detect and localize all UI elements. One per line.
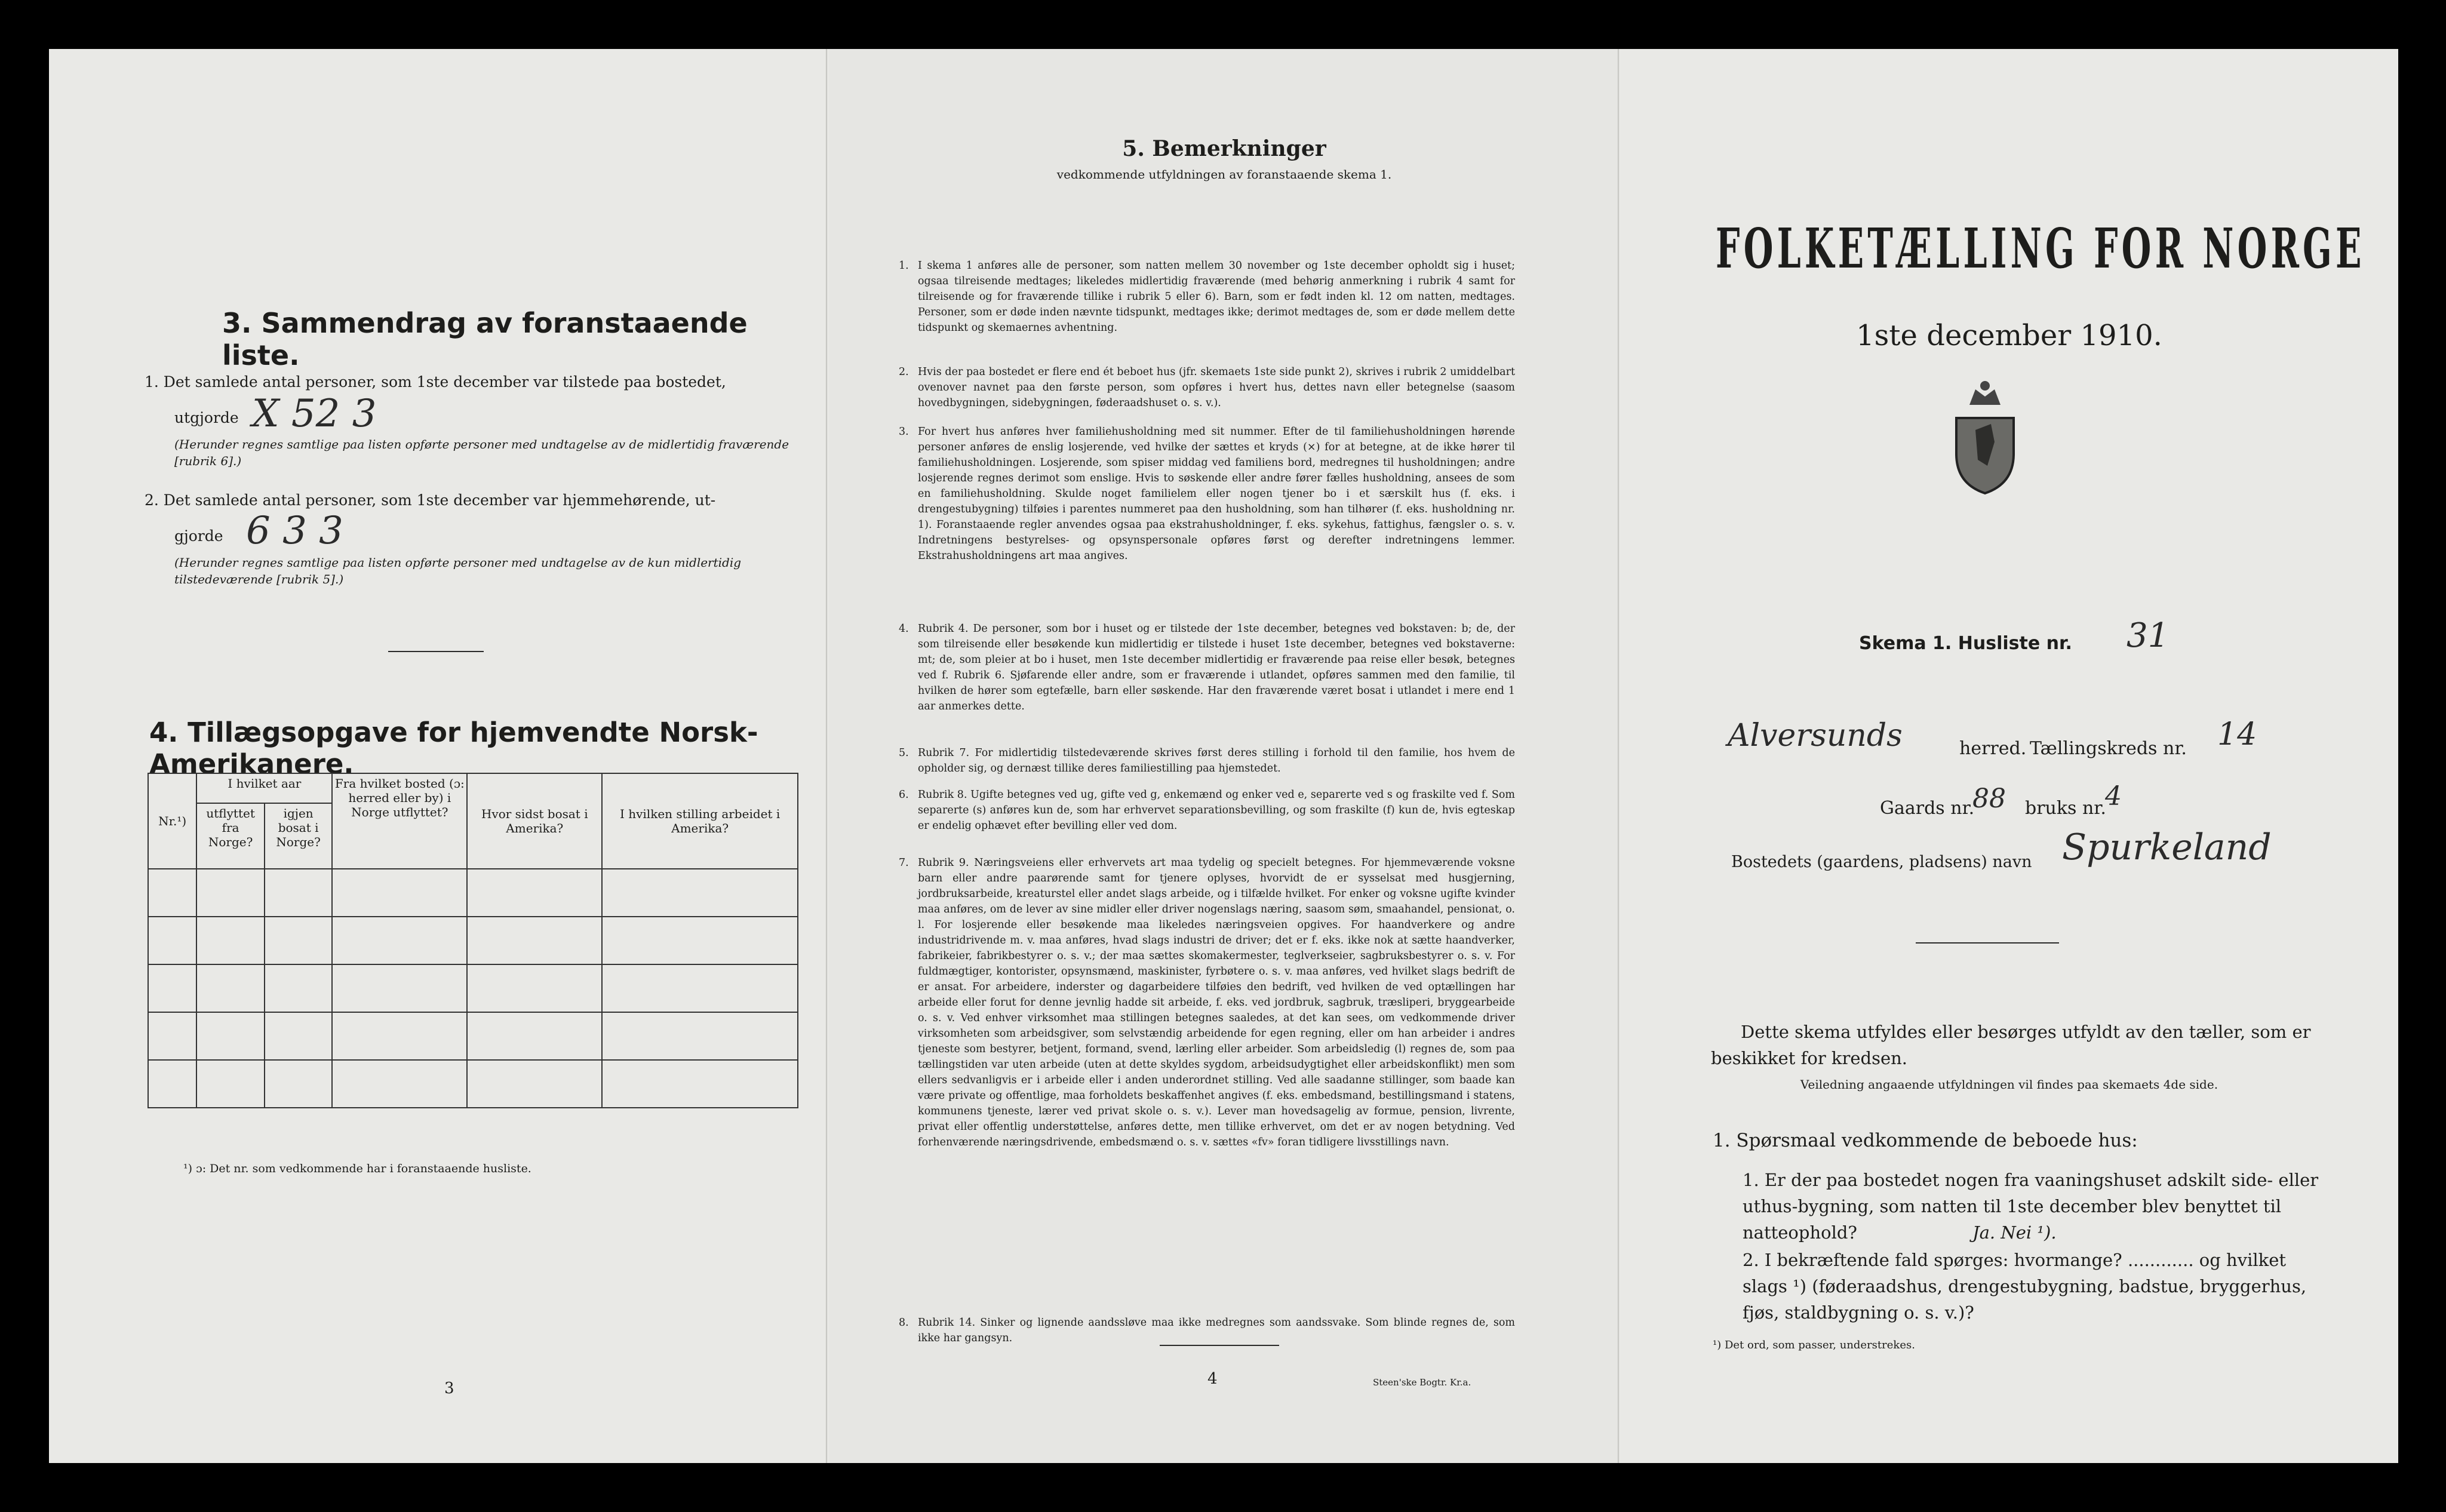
remark-number: 6.	[899, 789, 909, 801]
item2-gjorde: gjorde	[174, 527, 223, 545]
bosted-name: Spurkeland	[2062, 826, 2272, 868]
remark-number: 1.	[899, 260, 909, 272]
remark-item	[899, 258, 1515, 336]
col-group-year: I hvilket aar	[196, 773, 332, 803]
remark-item	[899, 364, 1515, 411]
gaards-label: Gaards nr.	[1880, 798, 1975, 819]
page-number: 3	[444, 1379, 454, 1397]
item2-note: (Herunder regnes samtlige paa listen opførte personer med undtagelse av de kun midlertidig tilstedeværende [rubrik 5].)	[174, 555, 742, 586]
ornament-divider	[1916, 942, 2059, 944]
item2-value: 6 3 3	[246, 509, 343, 553]
kreds-label: Tællingskreds nr.	[2030, 738, 2187, 759]
question-2: 2. I bekræftende fald spørges: hvormange? ............ og hvilket slags ¹) (føderaadshus, drengestubygning, badstue, bryggerhus, fjøs, staldbygning o. s. v.)?	[1743, 1250, 2307, 1323]
remark-number: 3.	[899, 426, 909, 438]
herred-label: herred.	[1959, 738, 2027, 759]
gaards-nr: 88	[1972, 783, 2006, 814]
remark-number: 7.	[899, 857, 909, 869]
remark-text: I skema 1 anføres alle de personer, som natten mellem 30 november og 1ste december opholdt sig i huset; ogsaa tilreisende medtages; likeledes midlertidig fraværende (med behørig anmerkning i rubrik 4 samt for tilreisende og for fraværende tillike i rubrik 5 eller 6). Barn, som er født inden kl. 12 om natten, medtages. Personer, som er døde inden nævnte tidspunkt, medtages ikke; derimot medtages de, som er døde mellem dette tidspunkt og skemaernes avhentning.	[918, 260, 1515, 334]
page-right	[1620, 49, 2398, 1463]
remark-text: Rubrik 14. Sinker og lignende aandssløve maa ikke medregnes som aandssvake. Som blinde regnes de, som ikke har gangsyn.	[918, 1317, 1515, 1344]
table-row	[148, 964, 798, 1012]
table-row	[148, 917, 798, 964]
census-title: FOLKETÆLLING FOR NORGE	[1716, 216, 2365, 281]
kreds-nr: 14	[2217, 717, 2257, 752]
questions-heading: 1. Spørsmaal vedkommende de beboede hus:	[1713, 1130, 2138, 1151]
item2-text: 2. Det samlede antal personer, som 1ste december var hjemmehørende, ut-	[145, 491, 716, 509]
remark-item	[899, 424, 1515, 564]
herred-name: Alversunds	[1728, 718, 1903, 754]
husliste-nr: 31	[2127, 616, 2170, 655]
remark-text: Rubrik 9. Næringsveiens eller erhvervets art maa tydelig og specielt betegnes. For hjemmeværende voksne barn eller andre paarørende samt for tjenere oplyses, hvorvidt de er sysselsat med husgjerning, jordbruksarbeide, kreaturstel eller andet slags arbeide, og i tilfælde hvilket. For enker og voksne ugifte kvinder maa anføres, om de lever av sine midler eller driver nogenslags næring, saasom søm, smaahandel, pensionat, o. l. For losjerende eller besøkende maa likeledes næringsveien opgives. For haandverkere og andre industridrivende m. v. maa anføres, hvad slags industri de driver; det er f. eks. ikke nok at sætte haandverker, fabrikeier, fabrikbestyrer o. s. v.; der maa sættes skomakermester, teglverkseier, sagbruksbestyrer o. s. v. For fuldmægtiger, kontorister, opsynsmænd, maskinister, fyrbøtere o. s. v. maa anføres, ved hvilket slags bedrift de er ansat. For arbeidere, inderster og dagarbeidere tilføies den bedrift, ved hvilken de ved optællingen har arbeide eller forut for denne jevnlig hadde sit arbeide, f. eks. ved jordbruk, sagbruk, træsliperi, bryggearbeide o. s. v. Ved enhver virksomhet maa stillingen betegnes saaledes, at det kan sees, om vedkommende driver virksomheten som arbeidsgiver, som selvstændig arbeidende for egen regning, eller om han arbeider i andres tjeneste som bestyrer, betjent, formand, svend, lærling eller arbeider. Som arbeidsledig (l) regnes de, som paa tællingstiden var uten arbeide (uten at dette skyldes sygdom, arbeidsudygtighet eller arbeidskonflikt) men som ellers sedvanligvis er i arbeide eller i anden underordnet stilling. Ved alle saadanne stillinger, som baade kan være private og offentlige, maa forholdets beskaffenhet angives (f. eks. embedsmand, bestillingsmand i statens, kommunens tjeneste, lærer ved privat skole o. s. v.). Lever man hovedsagelig av formue, pension, livrente, privat eller offentlig understøttelse, anføres dette, men tillike erhvervet, om det er av nogen betydning. Ved forhenværende næringsdrivende, embedsmænd o. s. v. sættes «fv» foran tidligere livsstillings navn.	[918, 857, 1515, 1148]
col-amerika: Hvor sidst bosat i Amerika?	[467, 773, 602, 869]
remark-item	[899, 745, 1515, 776]
table-row	[148, 869, 798, 917]
census-date: 1ste december 1910.	[1856, 319, 2162, 352]
question-1-answer: Ja. Nei ¹).	[1972, 1222, 2057, 1243]
divider	[1160, 1345, 1279, 1346]
page-number: 4	[1207, 1370, 1218, 1388]
item1-value: X 52 3	[252, 392, 377, 436]
page-left	[49, 49, 828, 1463]
col-stilling: I hvilken stilling arbeidet i Amerika?	[602, 773, 798, 869]
remark-number: 8.	[899, 1317, 909, 1329]
section3-title: 3. Sammendrag av foranstaaende liste.	[222, 307, 748, 371]
footnote: ¹) Det ord, som passer, understrekes.	[1713, 1339, 1915, 1351]
norsk-amerikaner-table	[148, 773, 798, 1108]
remark-text: Hvis der paa bostedet er flere end ét beboet hus (jfr. skemaets 1ste side punkt 2), skrives i rubrik 2 umiddelbart ovenover navnet paa den første person, som opføres i hvert hus, dettes navn eller betegnelse (saasom hovedbygningen, sidebygningen, føderaadshuset o. s. v.).	[918, 366, 1515, 409]
item1-utgjorde: utgjorde	[174, 409, 239, 426]
bosted-label: Bostedets (gaardens, pladsens) navn	[1731, 853, 2032, 871]
item1-text: 1. Det samlede antal personer, som 1ste december var tilstede paa bostedet,	[145, 373, 726, 391]
bruks-nr: 4	[2105, 781, 2122, 812]
bruks-label: bruks nr.	[2025, 798, 2106, 819]
table-row	[148, 1012, 798, 1060]
page-middle	[828, 49, 1620, 1463]
guide-note: Veiledning angaaende utfyldningen vil findes paa skemaets 4de side.	[1800, 1077, 2218, 1092]
col-nr: Nr.¹)	[148, 773, 196, 869]
skema-label: Skema 1. Husliste nr.	[1859, 633, 2072, 654]
section4-title: 4. Tillægsopgave for hjemvendte Norsk-Amerikanere.	[149, 717, 758, 780]
printer-imprint: Steen'ske Bogtr. Kr.a.	[1373, 1377, 1471, 1388]
remark-number: 5.	[899, 747, 909, 759]
remark-text: Rubrik 4. De personer, som bor i huset og er tilstede der 1ste december, betegnes ved bokstaven: b; de, der som tilreisende eller besøkende kun midlertidig er tilstede i huset 1ste december, betegnes ved bokstaverne: mt; de, som pleier at bo i huset, men 1ste december midlertidig er fraværende paa reise eller besøk, betegnes ved f. Rubrik 6. Sjøfarende eller andre, som er fraværende i utlandet, opføres sammen med den familie, til hvilken de hører som egtefælle, barn eller søskende. Har den fraværende været bosat i utlandet i mere end 1 aar anmerkes dette.	[918, 623, 1515, 712]
col-bosat: igjen bosat i Norge?	[265, 803, 333, 869]
remark-text: Rubrik 7. For midlertidig tilstedeværende skrives først deres stilling i forhold til den familie, hos hvem de opholder sig, og dernæst tillike deres familiestilling paa hjemstedet.	[918, 747, 1515, 775]
instructions: Dette skema utfyldes eller besørges utfyldt av den tæller, som er beskikket for kredsen.	[1711, 1022, 2311, 1068]
remarks-title: 5. Bemerkninger	[1122, 136, 1326, 161]
divider	[388, 651, 484, 652]
question-1: 1. Er der paa bostedet nogen fra vaaningshuset adskilt side- eller uthus-bygning, som natten til 1ste december blev benyttet til natteophold?	[1743, 1170, 2319, 1243]
table-row	[148, 1060, 798, 1108]
remark-item	[899, 621, 1515, 714]
item1-note: (Herunder regnes samtlige paa listen opførte personer med undtagelse av de midlertidig fraværende [rubrik 6].)	[174, 437, 789, 468]
remark-text: For hvert hus anføres hver familiehusholdning med sit nummer. Efter de til familiehusholdningen hørende personer anføres de enslig losjerende, ved hvilke der sættes et kryds (×) for at betegne, at de ikke hører til familiehusholdningen. Losjerende, som spiser middag ved familiens bord, medregnes til husholdningen; andre losjerende regnes derimot som enslige. Hvis to søskende eller andre fører fælles husholdning, ansees de som en familiehusholdning. Skulde noget familielem eller nogen tjener bo i et særskilt hus (f. eks. i drengestubygning) tilføies i parentes nummeret paa den husholdning, som han tilhører (f. eks. husholdning nr. 1). Foranstaaende regler anvendes ogsaa paa ekstrahusholdninger, f. eks. sykehus, fattighus, fængsler o. s. v. Indretningens bestyrelses- og opsynspersonale opføres først og derefter indretningens lemmer. Ekstrahusholdningens art maa angives.	[918, 426, 1515, 562]
remark-number: 4.	[899, 623, 909, 635]
col-utflyttet: utflyttet fra Norge?	[196, 803, 265, 869]
footnote: ¹) ɔ: Det nr. som vedkommende har i foranstaaende husliste.	[183, 1162, 531, 1175]
remark-item	[899, 855, 1515, 1150]
col-bosted: Fra hvilket bosted (ɔ: herred eller by) i Norge utflyttet?	[332, 773, 467, 869]
remark-item	[899, 787, 1515, 834]
remark-number: 2.	[899, 366, 909, 378]
remark-item	[899, 1315, 1515, 1346]
remarks-subtitle: vedkommende utfyldningen av foranstaaende skema 1.	[1056, 167, 1392, 182]
remark-text: Rubrik 8. Ugifte betegnes ved ug, gifte ved g, enkemænd og enker ved e, separerte ved s og fraskilte ved f. Som separerte (s) anføres kun de, som har erhvervet separationsbevilling, og som fraskilte (f) kun de, hvis egteskap er endelig ophævet efter bevilling eller ved dom.	[918, 789, 1515, 832]
coat-of-arms-icon	[1952, 376, 2018, 496]
